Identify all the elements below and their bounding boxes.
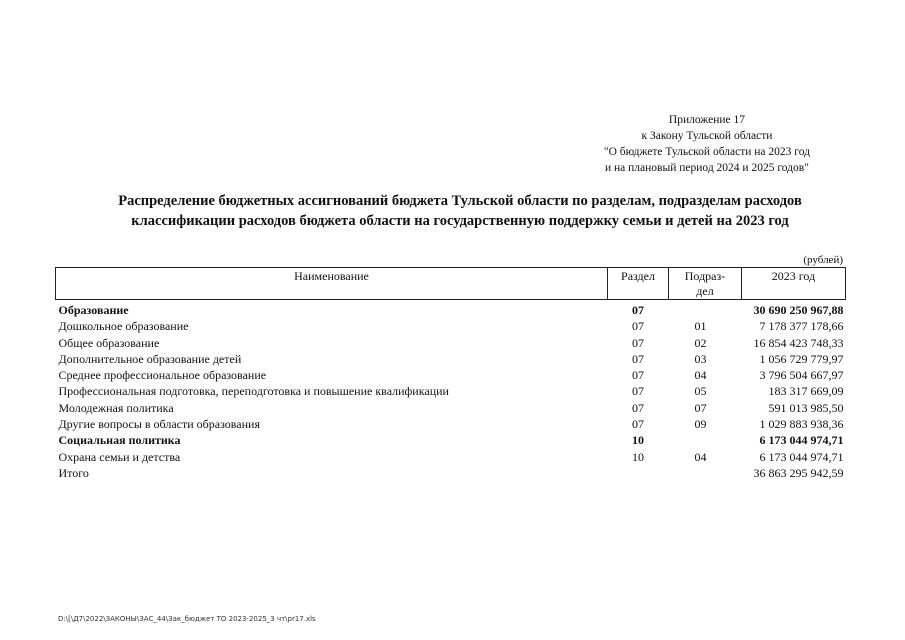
table-row — [56, 449, 846, 465]
table-row — [56, 432, 846, 448]
appendix-line: Приложение 17 — [668, 114, 745, 126]
cell-name: Охрана семьи и детства — [58, 449, 181, 464]
title-line-2: классификации расходов бюджета области на государственную поддержку семьи и детей на 2023 год — [131, 213, 789, 229]
table-row — [56, 416, 846, 432]
cell-name: Среднее профессиональное образование — [58, 368, 267, 383]
cell-amount: 7 178 377 178,66 — [759, 319, 844, 334]
appendix-line: "О бюджете Тульской области на 2023 год — [603, 146, 810, 158]
cell-amount: 3 796 504 667,97 — [759, 368, 844, 383]
cell-subsection: 01 — [694, 319, 707, 334]
cell-name: Итого — [58, 465, 89, 480]
appendix-line: и на плановый период 2024 и 2025 годов" — [604, 162, 809, 174]
cell-name: Образование — [58, 303, 129, 317]
cell-name: Профессиональная подготовка, переподготовка и повышение квалификации — [58, 384, 449, 399]
cell-subsection — [669, 300, 742, 319]
appendix-line: к Закону Тульской области — [641, 130, 773, 142]
cell-section: 07 — [632, 319, 644, 334]
table-body — [56, 300, 846, 482]
cell-section: 07 — [632, 351, 644, 366]
cell-section: 07 — [632, 368, 644, 383]
cell-section: 07 — [632, 303, 644, 317]
table-header-row — [56, 268, 846, 300]
table-row — [56, 318, 846, 334]
table-row — [56, 351, 846, 367]
cell-amount: 183 317 669,09 — [768, 384, 844, 399]
table-row — [56, 335, 846, 351]
header-amount: 2023 год — [742, 268, 846, 300]
header-name: Наименование — [56, 268, 608, 300]
cell-subsection: 04 — [694, 449, 707, 464]
header-subsection — [669, 268, 742, 300]
cell-amount: 16 854 423 748,33 — [753, 335, 844, 350]
cell-name: Дополнительное образование детей — [58, 351, 242, 366]
currency-unit: (рублей) — [803, 254, 843, 266]
table-row — [56, 367, 846, 383]
table-row — [56, 465, 846, 481]
table-row — [56, 400, 846, 416]
cell-amount: 36 863 295 942,59 — [753, 465, 844, 480]
file-path-footer: D:\[\Д7\2022\ЗАКОНЫ\ЗАС_44\Зак_бюджет ТО 2023-2025_3 чт\pr17.xls — [58, 615, 316, 623]
cell-amount: 591 013 985,50 — [768, 400, 844, 415]
cell-subsection — [669, 432, 742, 448]
cell-name: Дошкольное образование — [58, 319, 189, 334]
cell-amount: 6 173 044 974,71 — [759, 449, 844, 464]
appendix-block — [604, 112, 810, 176]
title-line-1: Распределение бюджетных ассигнований бюджета Тульской области по разделам, подразделам расходов — [118, 193, 802, 209]
cell-subsection: 02 — [694, 335, 707, 350]
cell-subsection: 07 — [694, 400, 707, 415]
cell-subsection: 03 — [694, 351, 707, 366]
cell-section — [608, 465, 669, 481]
cell-amount: 1 056 729 779,97 — [759, 351, 844, 366]
cell-subsection — [669, 465, 742, 481]
budget-table — [55, 267, 846, 481]
cell-section: 07 — [632, 335, 644, 350]
cell-section: 10 — [632, 449, 644, 464]
cell-subsection: 05 — [694, 384, 707, 399]
cell-section: 07 — [632, 417, 644, 432]
cell-section: 07 — [632, 400, 644, 415]
cell-amount: 6 173 044 974,71 — [759, 433, 844, 448]
cell-subsection: 09 — [694, 417, 707, 432]
document-title — [60, 191, 860, 231]
cell-name: Молодежная политика — [58, 400, 174, 415]
cell-amount: 30 690 250 967,88 — [753, 303, 844, 317]
header-subsection-text: Подраз-дел — [684, 269, 726, 298]
cell-name: Социальная политика — [58, 433, 181, 448]
cell-amount: 1 029 883 938,36 — [759, 417, 844, 432]
cell-name: Другие вопросы в области образования — [58, 417, 260, 432]
cell-subsection: 04 — [694, 368, 707, 383]
table-row — [56, 383, 846, 399]
header-section: Раздел — [608, 268, 669, 300]
table-row — [56, 300, 846, 319]
cell-section: 07 — [632, 384, 644, 399]
cell-name: Общее образование — [58, 335, 160, 350]
cell-section: 10 — [632, 433, 644, 448]
